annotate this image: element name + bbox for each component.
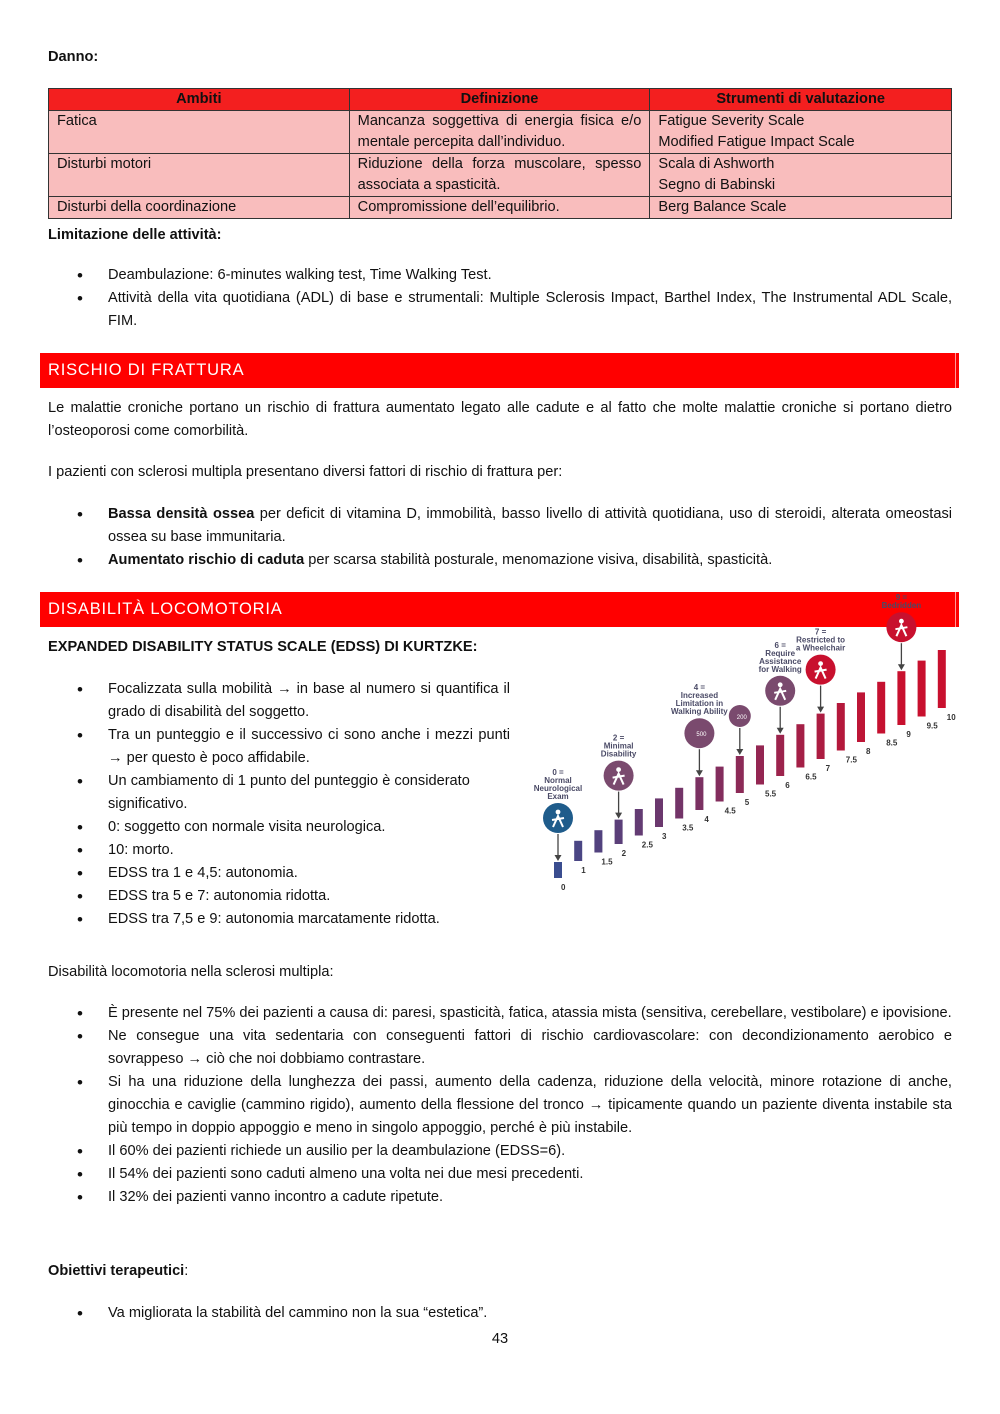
annotation-label: Limitation in bbox=[675, 699, 724, 709]
annotation-label: 6 = bbox=[774, 640, 786, 650]
chart-bar bbox=[877, 682, 885, 734]
cell-definizione: Compromissione dell’equilibrio. bbox=[349, 197, 650, 219]
chart-bar bbox=[635, 809, 643, 836]
list-item: • Deambulazione: 6-minutes walking test, Time Walking Test. bbox=[48, 264, 952, 287]
list-item: • È presente nel 75% dei pazienti a causa di: paresi, spasticità, fatica, atassia mista (sensitiva, cerebellare, vestibolare) e ipovisione. bbox=[48, 1002, 952, 1025]
strumento: Berg Balance Scale bbox=[658, 199, 787, 215]
icon-label: 500 bbox=[696, 732, 707, 739]
edss-chart bbox=[522, 593, 962, 905]
chart-bar bbox=[675, 788, 683, 819]
annotation-label: Normal bbox=[544, 776, 572, 785]
tick-label: 6.5 bbox=[805, 772, 817, 782]
list-item: • Un cambiamento di 1 punto del punteggio è considerato significativo. bbox=[48, 770, 510, 816]
annotation-label: Increased bbox=[680, 691, 719, 701]
table-header-row bbox=[49, 89, 952, 111]
chart-bar bbox=[756, 745, 764, 784]
list-item: • Ne consegue una vita sedentaria con conseguenti fattori di rischio cardiovascolare: con decondizionamento aerobico e sovrappeso → ciò che noi dobbiamo contrastare. bbox=[48, 1025, 952, 1071]
rischio-paragraph: Le malattie croniche portano un rischio di frattura aumentato legato alle cadute e al fatto che molte malattie croniche si portano dietro l’osteoporosi come comorbilità. bbox=[48, 400, 952, 439]
danno-heading: Danno: bbox=[48, 49, 99, 65]
obiettivi-heading-bold: Obiettivi terapeutici bbox=[48, 1263, 185, 1279]
chart-arrowhead bbox=[696, 770, 703, 776]
chart-arrowhead bbox=[555, 855, 562, 861]
limitazione-list bbox=[48, 264, 952, 333]
table-row bbox=[49, 197, 952, 219]
table-row bbox=[49, 154, 952, 197]
annotation-label: Exam bbox=[547, 792, 569, 801]
chart-bar bbox=[594, 830, 602, 852]
chart-bar bbox=[554, 862, 562, 878]
tick-label: 7.5 bbox=[845, 755, 857, 765]
strumento: Segno di Babinski bbox=[658, 177, 776, 193]
tick-label: 5 bbox=[744, 798, 750, 807]
edss-list bbox=[48, 678, 510, 931]
tick-label: 4.5 bbox=[724, 806, 736, 816]
list-item: • EDSS tra 1 e 4,5: autonomia. bbox=[48, 862, 510, 885]
annotation-label: Restricted to bbox=[796, 635, 846, 645]
obiettivi-list bbox=[48, 1302, 952, 1325]
rischio-list bbox=[48, 503, 952, 572]
cell-strumenti bbox=[650, 197, 952, 219]
chart-bar bbox=[897, 671, 905, 725]
list-item: • 10: morto. bbox=[48, 839, 510, 862]
icon-label: 200 bbox=[736, 715, 747, 721]
annotation-label: Assistance bbox=[759, 656, 802, 666]
list-item: • Si ha una riduzione della lunghezza dei passi, aumento della cadenza, riduzione della velocità, minore rotazione di anche, ginocchia e caviglie (cammino rigido), aumento della flessione del tronco → tipicamente quando un paziente diventa instabile sta più tempo in doppio appoggio e meno in singolo appoggio, perché è più instabile. bbox=[48, 1071, 952, 1140]
chart-bar bbox=[695, 777, 703, 810]
annotation-label: 4 = bbox=[693, 683, 706, 693]
obiettivi-heading bbox=[48, 1260, 188, 1283]
tick-label: 10 bbox=[946, 713, 956, 722]
list-item: • EDSS tra 5 e 7: autonomia ridotta. bbox=[48, 885, 510, 908]
list-item: • Il 60% dei pazienti richiede un ausilio per la deambulazione (EDSS=6). bbox=[48, 1140, 952, 1163]
tick-label: 2 bbox=[621, 849, 627, 858]
chart-arrowhead bbox=[898, 664, 905, 670]
tick-label: 8 bbox=[866, 747, 871, 756]
list-item: • Attività della vita quotidiana (ADL) di base e strumentali: Multiple Sclerosis Impact, Barthel Index, The Instrumental ADL Scale, FIM. bbox=[48, 287, 952, 333]
column-header-definizione: Definizione bbox=[349, 89, 650, 111]
disabilita-list bbox=[48, 1002, 952, 1209]
annotation-label: 0 = bbox=[552, 768, 564, 777]
chart-bar bbox=[817, 714, 825, 759]
list-item bbox=[48, 503, 952, 549]
section-band-rischio: RISCHIO DI FRATTURA bbox=[40, 353, 959, 388]
tick-label: 9 bbox=[906, 730, 911, 739]
chart-bar bbox=[574, 841, 582, 861]
tick-label: 6 bbox=[785, 781, 790, 790]
annotation-label: 9 = bbox=[895, 593, 908, 603]
strumento: Modified Fatigue Impact Scale bbox=[658, 134, 855, 150]
annotation-label: Neurological bbox=[533, 784, 583, 793]
chart-bar bbox=[615, 820, 623, 844]
tick-label: 3.5 bbox=[682, 823, 694, 833]
obiettivi-colon: : bbox=[184, 1263, 189, 1279]
tick-label: 9.5 bbox=[926, 721, 938, 731]
column-header-strumenti: Strumenti di valutazione bbox=[650, 89, 952, 111]
cell-ambito: Disturbi motori bbox=[49, 154, 350, 197]
chart-bar bbox=[655, 798, 663, 827]
cell-ambito: Fatica bbox=[49, 111, 350, 154]
list-item: • EDSS tra 7,5 e 9: autonomia marcatamente ridotta. bbox=[48, 908, 510, 931]
chart-bar bbox=[837, 703, 845, 751]
rischio-paragraph: I pazienti con sclerosi multipla presentano diversi fattori di rischio di frattura per: bbox=[48, 464, 563, 480]
annotation-label: 2 = bbox=[612, 733, 625, 743]
chart-arrowhead bbox=[817, 707, 824, 713]
annotation-label: Bedridden bbox=[881, 601, 922, 611]
list-item bbox=[48, 549, 952, 572]
page-number: 43 bbox=[491, 1331, 509, 1347]
list-item-text: per scarsa stabilità posturale, menomazione visiva, disabilità, spasticità. bbox=[304, 552, 773, 568]
list-item: • Tra un punteggio e il successivo ci sono anche i mezzi punti → per questo è poco affidabile. bbox=[48, 724, 510, 770]
annotation-label: Minimal bbox=[603, 741, 634, 751]
list-item: • Focalizzata sulla mobilità → in base al numero si quantifica il grado di disabilità del soggetto. bbox=[48, 678, 510, 724]
danno-table bbox=[48, 88, 952, 219]
list-item: • 0: soggetto con normale visita neurologica. bbox=[48, 816, 510, 839]
chart-bar bbox=[857, 692, 865, 742]
list-item-bold: Aumentato rischio di caduta bbox=[108, 552, 305, 568]
annotation-label: Disability bbox=[600, 749, 637, 759]
tick-label: 3 bbox=[662, 832, 667, 841]
annotation-label: Require bbox=[765, 648, 796, 658]
chart-bar bbox=[776, 735, 784, 776]
tick-label: 1.5 bbox=[601, 857, 613, 867]
column-header-ambiti: Ambiti bbox=[49, 89, 350, 111]
chart-arrowhead bbox=[736, 749, 743, 755]
list-item-bold: Bassa densità ossea bbox=[108, 506, 255, 522]
chart-arrowhead bbox=[615, 813, 622, 819]
section-band-disabilita: DISABILITÀ LOCOMOTORIA bbox=[40, 592, 959, 627]
tick-label: 4 bbox=[704, 815, 709, 824]
tick-label: 2.5 bbox=[641, 840, 653, 850]
disabilita-intro: Disabilità locomotoria nella sclerosi multipla: bbox=[48, 964, 334, 980]
list-item-text: per deficit di vitamina D, immobilità, basso livello di attività quotidiana, uso di steroidi, alterata omeostasi ossea su base immunitaria. bbox=[108, 506, 952, 545]
annotation-label: for Walking bbox=[758, 664, 802, 674]
tick-label: 7 bbox=[825, 764, 831, 773]
tick-label: 8.5 bbox=[886, 738, 898, 748]
cell-ambito: Disturbi della coordinazione bbox=[49, 197, 350, 219]
list-item: • Il 54% dei pazienti sono caduti almeno una volta nei due mesi precedenti. bbox=[48, 1163, 952, 1186]
list-item: • Va migliorata la stabilità del cammino non la sua “estetica”. bbox=[48, 1302, 952, 1325]
chart-bar bbox=[796, 724, 804, 767]
list-item: • Il 32% dei pazienti vanno incontro a cadute ripetute. bbox=[48, 1186, 952, 1209]
chart-bar bbox=[736, 756, 744, 793]
tick-label: 5.5 bbox=[765, 789, 777, 799]
cell-definizione: Mancanza soggettiva di energia fisica e/o mentale percepita dall’individuo. bbox=[349, 111, 650, 154]
chart-arrowhead bbox=[777, 728, 784, 734]
chart-bar bbox=[716, 767, 724, 802]
annotation-label: Walking Ability bbox=[671, 707, 728, 717]
annotation-label: a Wheelchair bbox=[795, 643, 846, 653]
edss-heading: EXPANDED DISABILITY STATUS SCALE (EDSS) DI KURTZKE: bbox=[48, 639, 478, 655]
tick-label: 0 bbox=[561, 883, 566, 892]
tick-label: 1 bbox=[581, 866, 586, 875]
cell-strumenti bbox=[650, 154, 952, 197]
cell-definizione: Riduzione della forza muscolare, spesso associata a spasticità. bbox=[349, 154, 650, 197]
table-row bbox=[49, 111, 952, 154]
strumento: Scala di Ashworth bbox=[658, 156, 775, 172]
annotation-label: 7 = bbox=[814, 627, 827, 637]
chart-bar bbox=[918, 661, 926, 717]
cell-strumenti bbox=[650, 111, 952, 154]
limitazione-heading: Limitazione delle attività: bbox=[48, 227, 222, 243]
chart-bar bbox=[938, 650, 946, 708]
strumento: Fatigue Severity Scale bbox=[658, 113, 805, 129]
